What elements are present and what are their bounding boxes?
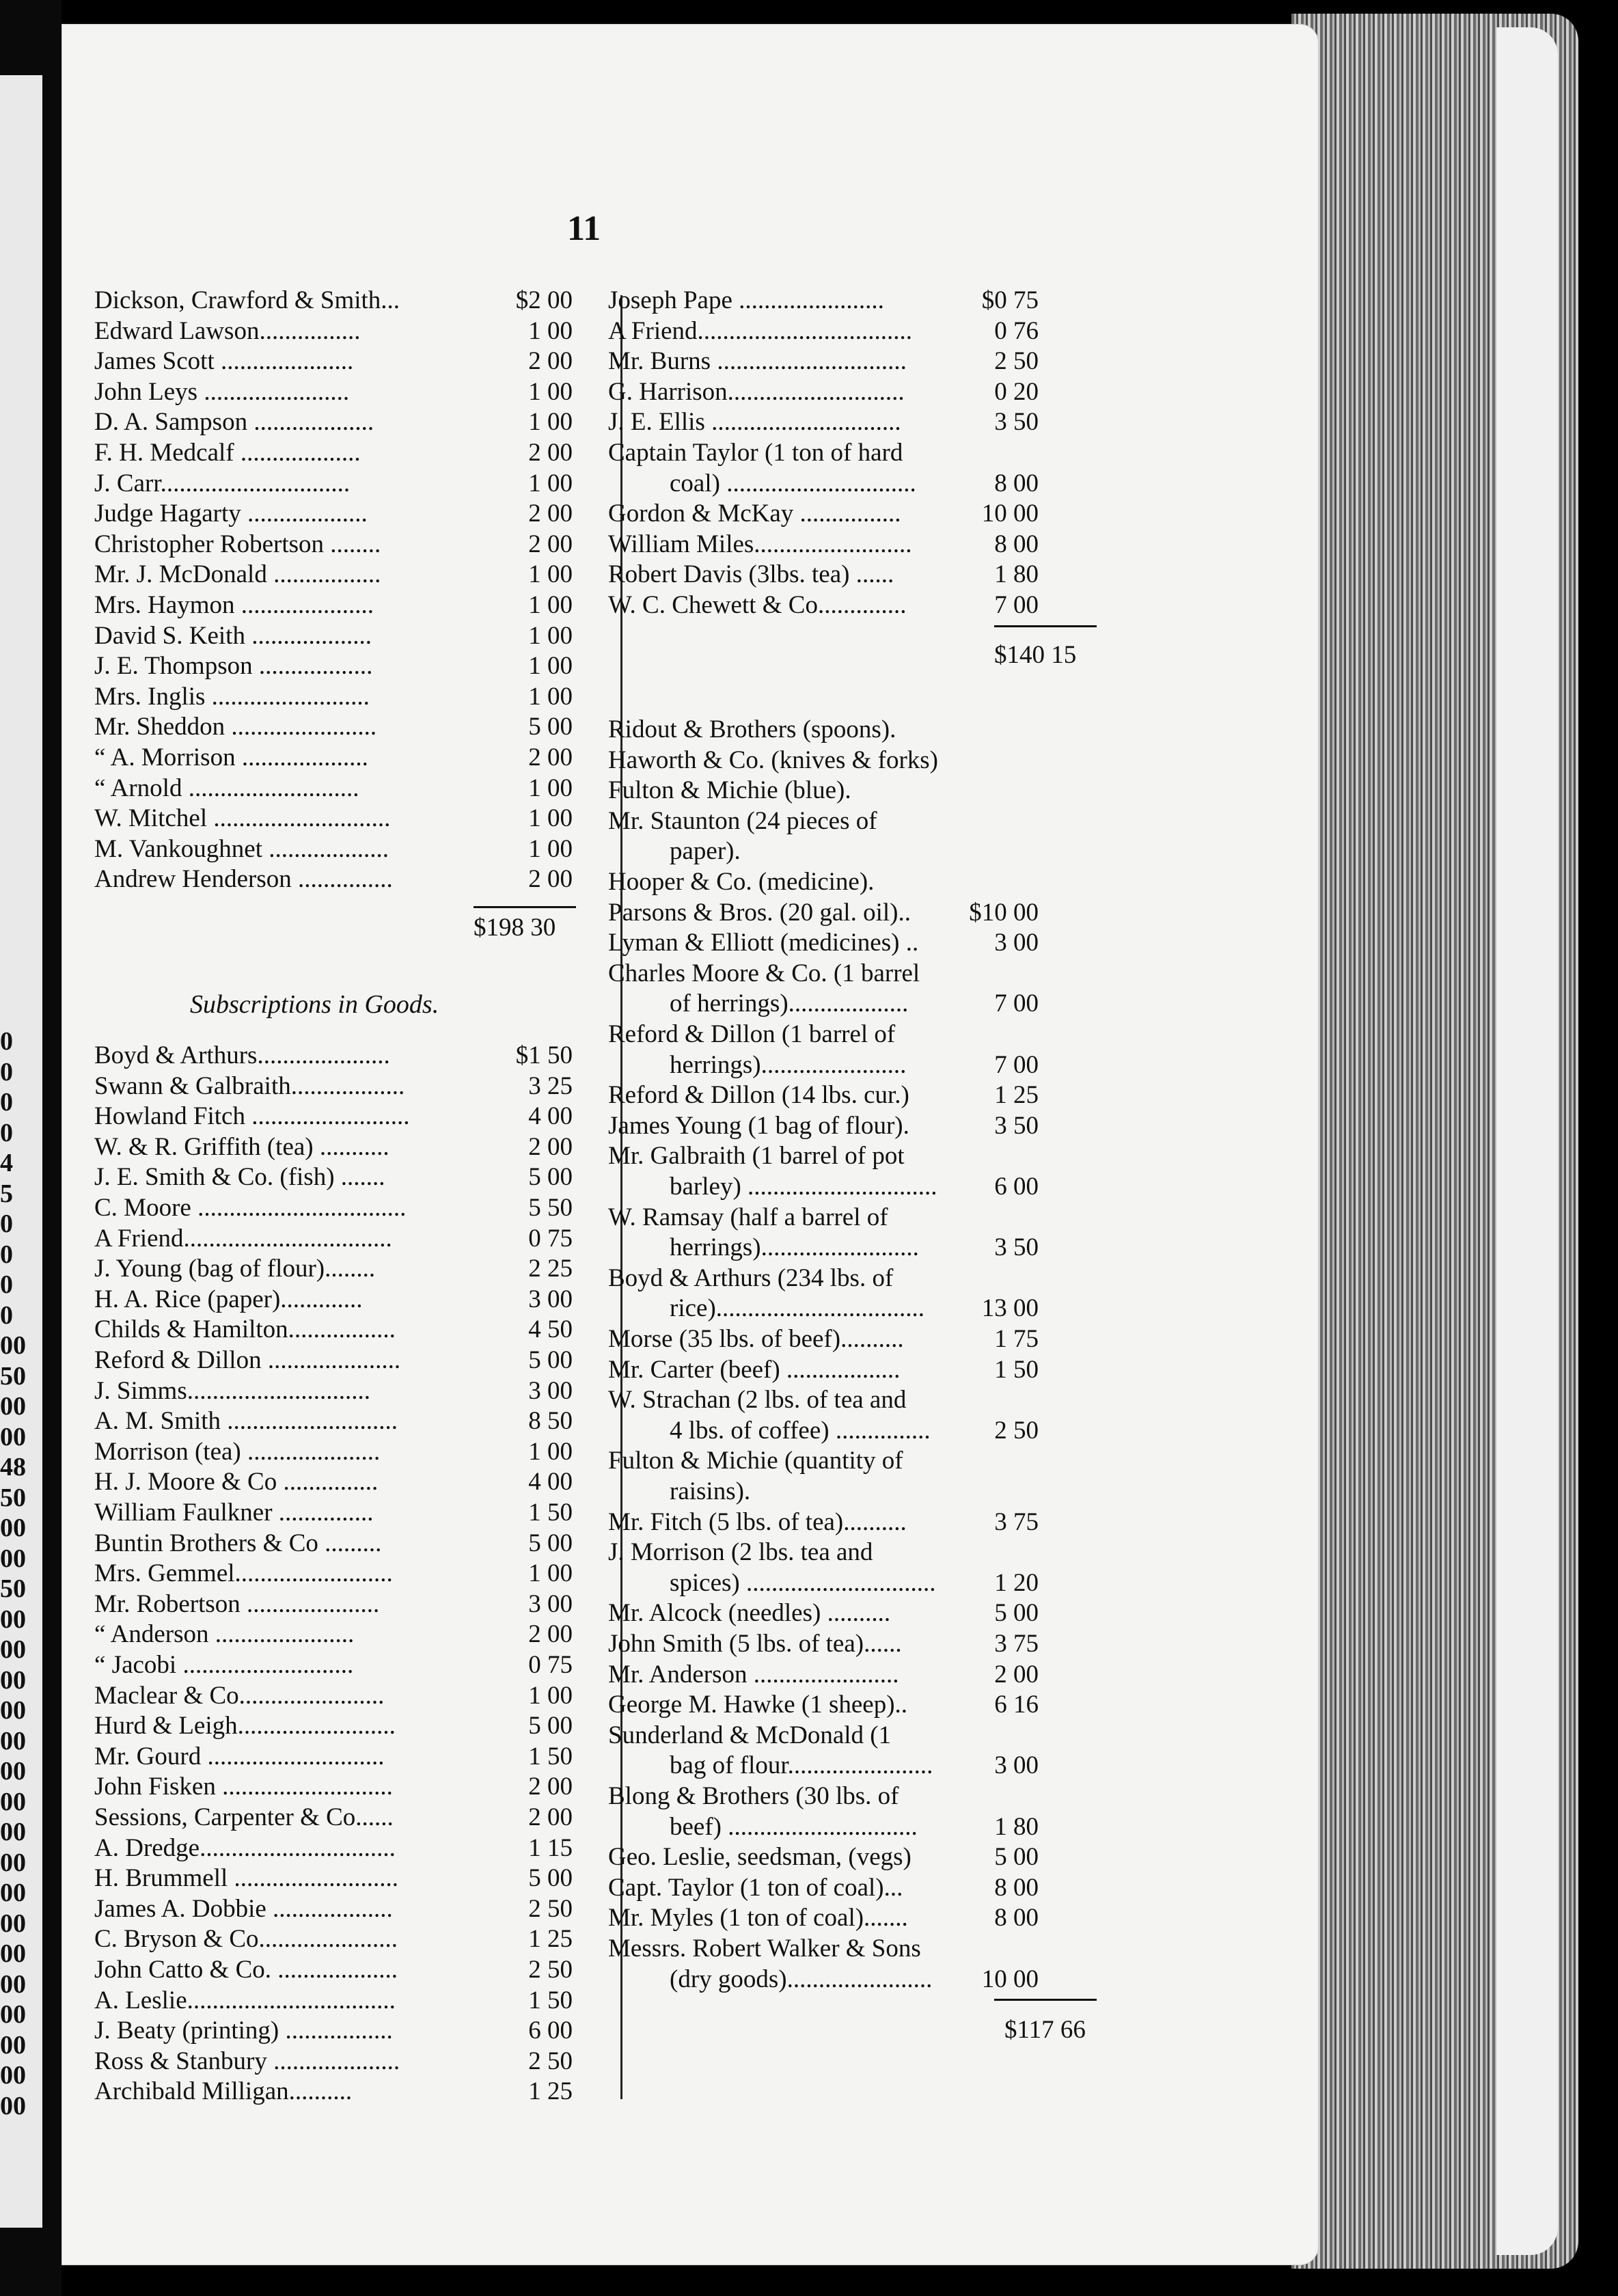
book-page-edges (1291, 14, 1578, 2269)
entry-name: C. Moore ................................. (94, 1194, 407, 1222)
entry-name: Mr. Myles (1 ton of coal)....... (608, 1904, 908, 1932)
unpriced-entry: Ridout & Brothers (spoons). (608, 715, 896, 743)
entry-amount: 1 00 (528, 621, 573, 650)
margin-fragment: 00 (0, 1848, 26, 1877)
entry-continuation: (dry goods)....................... (670, 1965, 933, 1993)
entry-amount: 5 00 (528, 713, 573, 741)
entry-amount: $0 75 (981, 286, 1039, 314)
entry-name: J. Young (bag of flour)........ (94, 1255, 376, 1283)
entry-amount: 4 00 (528, 1102, 573, 1131)
entry-name: J. Beaty (printing) ................. (94, 2017, 393, 2045)
facing-page-edge (1496, 27, 1558, 2255)
left-column (94, 286, 586, 2131)
entry-amount: 4 00 (528, 1468, 573, 1496)
entry-name: D. A. Sampson ................... (94, 408, 374, 437)
entry-name: Parsons & Bros. (20 gal. oil).. (608, 898, 911, 927)
entry-amount: 13 00 (981, 1294, 1039, 1323)
entry-name: Sunderland & McDonald (1 (608, 1721, 892, 1749)
entry-amount: 2 25 (528, 1255, 573, 1283)
subtotal: $140 15 (994, 640, 1077, 669)
entry-name: David S. Keith ................... (94, 621, 372, 650)
entry-amount: 1 00 (528, 377, 573, 406)
entry-amount: 2 00 (528, 1773, 573, 1801)
entry-amount: 8 00 (994, 1904, 1039, 1932)
entry-continuation: spices) .............................. (670, 1568, 936, 1597)
entry-amount: 3 50 (994, 408, 1039, 437)
entry-name: Mrs. Gemmel......................... (94, 1559, 393, 1588)
unpriced-entry: Fulton & Michie (blue). (608, 776, 851, 805)
entry-name: Dickson, Crawford & Smith... (94, 286, 400, 314)
entry-name: Swann & Galbraith.................. (94, 1071, 405, 1100)
subtotal: $198 30 (474, 914, 556, 942)
entry-amount: 1 00 (528, 1437, 573, 1466)
margin-fragment: 00 (0, 1635, 26, 1664)
entry-name: H. Brummell .......................... (94, 1864, 399, 1893)
entry-amount: 6 00 (994, 1172, 1039, 1201)
entry-name: Fulton & Michie (quantity of (608, 1447, 903, 1475)
entry-name: Messrs. Robert Walker & Sons (608, 1935, 921, 1963)
entry-name: Reford & Dillon ..................... (94, 1346, 401, 1374)
margin-fragment: 50 (0, 1574, 26, 1603)
entry-amount: 2 00 (528, 743, 573, 771)
entry-amount: 1 00 (528, 560, 573, 589)
entry-name: Gordon & McKay ................ (608, 500, 901, 528)
margin-fragment: 5 (0, 1179, 13, 1208)
margin-fragment: 00 (0, 1604, 26, 1634)
entry-amount: 4 50 (528, 1315, 573, 1344)
entry-name: Maclear & Co....................... (94, 1681, 385, 1710)
entry-name: William Faulkner ............... (94, 1499, 374, 1527)
margin-fragment: 00 (0, 1422, 26, 1451)
entry-name: H. J. Moore & Co ............... (94, 1468, 379, 1496)
entry-name: G. Harrison............................ (608, 377, 905, 406)
entry-amount: 0 20 (994, 377, 1039, 406)
entry-amount: 3 75 (994, 1507, 1039, 1536)
entry-name: Reford & Dillon (1 barrel of (608, 1020, 896, 1048)
margin-fragment: 50 (0, 1361, 26, 1391)
entry-amount: 1 80 (994, 1812, 1039, 1841)
entry-name: John Leys ....................... (94, 377, 350, 406)
entry-amount: 8 00 (994, 1873, 1039, 1902)
entry-amount: 1 00 (528, 591, 573, 619)
entry-name: “ Arnold ........................... (94, 774, 359, 802)
unpriced-entry: Mr. Staunton (24 pieces of (608, 806, 877, 835)
entry-name: Charles Moore & Co. (1 barrel (608, 959, 920, 987)
entry-amount: 1 50 (528, 1742, 573, 1771)
margin-fragment: 00 (0, 2091, 26, 2120)
unpriced-entry: Haworth & Co. (knives & forks) (608, 746, 938, 774)
entry-amount: 1 25 (528, 2077, 573, 2106)
entry-continuation: 4 lbs. of coffee) ............... (670, 1416, 931, 1445)
entry-amount: 10 00 (981, 1965, 1039, 1993)
entry-name: Christopher Robertson ........ (94, 530, 381, 558)
entry-amount: 3 50 (994, 1233, 1039, 1262)
entry-continuation: bag of flour....................... (670, 1751, 933, 1780)
entry-name: Joseph Pape ....................... (608, 286, 884, 314)
entry-amount: 3 00 (528, 1376, 573, 1405)
entry-amount: 1 00 (528, 408, 573, 437)
total-rule (994, 1999, 1097, 2001)
entry-amount: 1 20 (994, 1568, 1039, 1597)
entry-name: J. Carr.............................. (94, 469, 351, 497)
entry-amount: $1 50 (515, 1041, 573, 1069)
entry-name: Mr. Galbraith (1 barrel of pot (608, 1142, 905, 1171)
subtotal: $117 66 (1004, 2016, 1086, 2045)
entry-continuation: herrings)....................... (670, 1050, 907, 1079)
entry-amount: 8 00 (994, 530, 1039, 558)
entry-name: A Friend................................. (94, 1224, 392, 1253)
entry-name: John Smith (5 lbs. of tea)...... (608, 1630, 902, 1658)
margin-fragment: 00 (0, 2000, 26, 2029)
entry-name: Mrs. Haymon ..................... (94, 591, 374, 619)
margin-fragment: 00 (0, 1818, 26, 1846)
previous-page-margin (0, 75, 42, 2228)
entry-amount: 7 00 (994, 591, 1039, 619)
entry-amount: 5 00 (528, 1712, 573, 1740)
entry-name: W. & R. Griffith (tea) ........... (94, 1132, 389, 1161)
entry-amount: 3 75 (994, 1630, 1039, 1658)
margin-fragment: 0 (0, 1240, 13, 1269)
entry-amount: 7 00 (994, 989, 1039, 1018)
entry-name: “ Jacobi ........................... (94, 1651, 354, 1679)
entry-amount: 5 00 (528, 1346, 573, 1374)
entry-name: Capt. Taylor (1 ton of coal)... (608, 1873, 903, 1902)
entry-name: Hurd & Leigh......................... (94, 1712, 396, 1740)
margin-fragment: 00 (0, 1392, 26, 1421)
entry-amount: 1 00 (528, 1681, 573, 1710)
margin-fragment: 00 (0, 1969, 26, 1999)
entry-continuation: coal) .............................. (670, 469, 916, 497)
entry-amount: 1 50 (528, 1499, 573, 1527)
entry-name: Mr. Anderson ....................... (608, 1660, 899, 1689)
entry-amount: 5 00 (994, 1843, 1039, 1872)
entry-amount: 5 50 (528, 1194, 573, 1222)
entry-name: “ A. Morrison .................... (94, 743, 368, 771)
entry-name: Archibald Milligan.......... (94, 2077, 353, 2106)
entry-amount: 5 00 (528, 1163, 573, 1192)
entry-amount: 5 00 (528, 1864, 573, 1893)
entry-name: A. M. Smith ........................... (94, 1407, 398, 1436)
entry-amount: 5 00 (994, 1599, 1039, 1628)
entry-amount: 7 00 (994, 1050, 1039, 1079)
goods-heading: Subscriptions in Goods. (190, 990, 439, 1019)
entry-name: Howland Fitch ......................... (94, 1102, 410, 1131)
entry-name: Boyd & Arthurs (234 lbs. of (608, 1263, 894, 1292)
entry-amount: 2 50 (528, 1894, 573, 1923)
entry-name: Edward Lawson................ (94, 316, 361, 345)
entry-name: Boyd & Arthurs..................... (94, 1041, 390, 1069)
entry-amount: 3 00 (994, 1751, 1039, 1780)
entry-amount: 3 00 (994, 929, 1039, 957)
entry-name: W. Mitchel ............................ (94, 804, 391, 833)
entry-amount: 1 00 (528, 316, 573, 345)
entry-name: William Miles......................... (608, 530, 912, 558)
entry-name: Ross & Stanbury .................... (94, 2047, 400, 2075)
margin-fragment: 0 (0, 1088, 13, 1117)
entry-name: James Young (1 bag of flour). (608, 1111, 909, 1140)
entry-name: Mr. Gourd ............................ (94, 1742, 385, 1771)
entry-amount: 1 00 (528, 682, 573, 711)
margin-fragment: 50 (0, 1483, 26, 1512)
margin-fragment: 00 (0, 1726, 26, 1755)
margin-fragment: 0 (0, 1210, 13, 1238)
entry-amount: 2 00 (528, 530, 573, 558)
entry-amount: 0 75 (528, 1224, 573, 1253)
entry-amount: 1 00 (528, 774, 573, 802)
entry-name: George M. Hawke (1 sheep).. (608, 1691, 908, 1719)
entry-name: F. H. Medcalf ................... (94, 439, 361, 467)
entry-name: “ Anderson ...................... (94, 1620, 355, 1649)
entry-amount: 1 00 (528, 804, 573, 833)
entry-continuation: beef) .............................. (670, 1812, 918, 1841)
entry-amount: 3 00 (528, 1285, 573, 1313)
margin-fragment: 0 (0, 1270, 13, 1299)
entry-name: J. E. Ellis .............................. (608, 408, 901, 437)
entry-amount: 5 00 (528, 1529, 573, 1557)
entry-name: Mr. Alcock (needles) .......... (608, 1599, 891, 1628)
entry-name: Sessions, Carpenter & Co...... (94, 1803, 394, 1831)
entry-name: Mr. Fitch (5 lbs. of tea).......... (608, 1507, 907, 1536)
entry-name: Mr. Sheddon ....................... (94, 713, 377, 741)
entry-amount: 1 25 (528, 1925, 573, 1954)
right-column (608, 286, 1141, 2131)
entry-name: Captain Taylor (1 ton of hard (608, 439, 903, 467)
entry-name: Geo. Leslie, seedsman, (vegs) (608, 1843, 911, 1872)
entry-amount: 2 50 (994, 1416, 1039, 1445)
entry-name: Buntin Brothers & Co ......... (94, 1529, 382, 1557)
margin-fragment: 0 (0, 1300, 13, 1330)
entry-amount: 1 00 (528, 652, 573, 681)
entry-name: A Friend.................................. (608, 316, 913, 345)
entry-amount: 1 50 (994, 1355, 1039, 1384)
entry-name: A. Leslie................................. (94, 1986, 396, 2014)
margin-fragment: 0 (0, 1118, 13, 1147)
entry-amount: 6 16 (994, 1691, 1039, 1719)
entry-name: C. Bryson & Co...................... (94, 1925, 398, 1954)
margin-fragment: 4 (0, 1149, 13, 1177)
entry-name: Andrew Henderson ............... (94, 865, 393, 894)
entry-name: J. Morrison (2 lbs. tea and (608, 1538, 873, 1567)
entry-amount: 2 00 (528, 439, 573, 467)
entry-name: Reford & Dillon (14 lbs. cur.) (608, 1081, 909, 1110)
entry-amount: 1 00 (528, 834, 573, 863)
entry-amount: 3 00 (528, 1589, 573, 1618)
entry-name: James A. Dobbie ................... (94, 1894, 393, 1923)
margin-fragment: 00 (0, 2061, 26, 2090)
entry-continuation: herrings)......................... (670, 1233, 919, 1262)
entry-name: W. Strachan (2 lbs. of tea and (608, 1386, 907, 1414)
entry-name: A. Dredge............................... (94, 1833, 396, 1862)
margin-fragment: 00 (0, 1878, 26, 1907)
entry-name: Robert Davis (3lbs. tea) ...... (608, 560, 894, 589)
entry-amount: 1 25 (994, 1081, 1039, 1110)
entry-amount: $10 00 (969, 898, 1039, 927)
entry-amount: 1 80 (994, 560, 1039, 589)
entry-name: James Scott ..................... (94, 347, 354, 376)
entry-amount: 0 75 (528, 1651, 573, 1679)
entry-amount: 8 00 (994, 469, 1039, 497)
entry-name: John Fisken ........................... (94, 1773, 393, 1801)
entry-amount: 2 00 (528, 500, 573, 528)
entry-name: Mrs. Inglis ......................... (94, 682, 370, 711)
entry-amount: 0 76 (994, 316, 1039, 345)
entry-name: Mr. Burns .............................. (608, 347, 907, 376)
margin-fragment: 00 (0, 1696, 26, 1725)
entry-amount: 2 00 (528, 1620, 573, 1649)
margin-fragment: 48 (0, 1453, 26, 1481)
entry-amount: 1 00 (528, 469, 573, 497)
entry-amount: 2 00 (528, 1132, 573, 1161)
entry-name: Childs & Hamilton................. (94, 1315, 396, 1344)
margin-fragment: 0 (0, 1027, 13, 1056)
entry-continuation: barley) .............................. (670, 1172, 937, 1201)
entry-name: Mr. J. McDonald ................. (94, 560, 381, 589)
total-rule (474, 906, 576, 908)
entry-name: W. C. Chewett & Co.............. (608, 591, 907, 619)
entry-name: W. Ramsay (half a barrel of (608, 1203, 888, 1231)
entry-continuation: raisins). (670, 1477, 751, 1505)
margin-fragment: 00 (0, 1544, 26, 1573)
entry-amount: 2 50 (994, 347, 1039, 376)
margin-fragment: 00 (0, 2030, 26, 2060)
unpriced-entry: Hooper & Co. (medicine). (608, 868, 875, 896)
margin-fragment: 00 (0, 1787, 26, 1816)
entry-amount: 2 00 (528, 865, 573, 894)
entry-continuation: rice)................................. (670, 1294, 925, 1323)
entry-amount: 2 50 (528, 2047, 573, 2075)
margin-fragment: 00 (0, 1757, 26, 1786)
margin-fragment: 0 (0, 1057, 13, 1086)
entry-amount: 1 75 (994, 1325, 1039, 1353)
entry-continuation: of herrings)................... (670, 989, 909, 1018)
margin-fragment: 00 (0, 1665, 26, 1695)
entry-amount: 10 00 (981, 500, 1039, 528)
margin-fragment: 00 (0, 1514, 26, 1542)
margin-fragment: 00 (0, 1331, 26, 1360)
entry-amount: 8 50 (528, 1407, 573, 1436)
entry-name: Judge Hagarty ................... (94, 500, 368, 528)
entry-name: John Catto & Co. ................... (94, 1956, 398, 1984)
total-rule (994, 625, 1097, 627)
entry-amount: 2 00 (994, 1660, 1039, 1689)
entry-amount: 2 50 (528, 1956, 573, 1984)
entry-amount: $2 00 (515, 286, 573, 314)
entry-name: M. Vankoughnet ................... (94, 834, 389, 863)
entry-amount: 3 50 (994, 1111, 1039, 1140)
margin-fragment: 00 (0, 1939, 26, 1968)
entry-name: J. E. Thompson .................. (94, 652, 373, 681)
entry-name: H. A. Rice (paper)............. (94, 1285, 363, 1313)
entry-name: Morse (35 lbs. of beef).......... (608, 1325, 904, 1353)
entry-amount: 6 00 (528, 2017, 573, 2045)
entry-name: Mr. Carter (beef) .................. (608, 1355, 901, 1384)
entry-amount: 2 00 (528, 347, 573, 376)
entry-name: Blong & Brothers (30 lbs. of (608, 1782, 899, 1810)
previous-page-edge (0, 0, 61, 2296)
page-number: 11 (567, 209, 601, 248)
margin-fragment: 00 (0, 1909, 26, 1938)
entry-amount: 3 25 (528, 1071, 573, 1100)
entry-amount: 2 00 (528, 1803, 573, 1831)
entry-name: Mr. Robertson ..................... (94, 1589, 380, 1618)
entry-name: Morrison (tea) ..................... (94, 1437, 381, 1466)
entry-name: J. Simms............................. (94, 1376, 370, 1405)
entry-amount: 1 15 (528, 1833, 573, 1862)
entry-amount: 1 00 (528, 1559, 573, 1588)
unpriced-entry: paper). (670, 837, 741, 866)
entry-amount: 1 50 (528, 1986, 573, 2014)
entry-name: Lyman & Elliott (medicines) .. (608, 929, 919, 957)
entry-name: J. E. Smith & Co. (fish) ....... (94, 1163, 385, 1192)
